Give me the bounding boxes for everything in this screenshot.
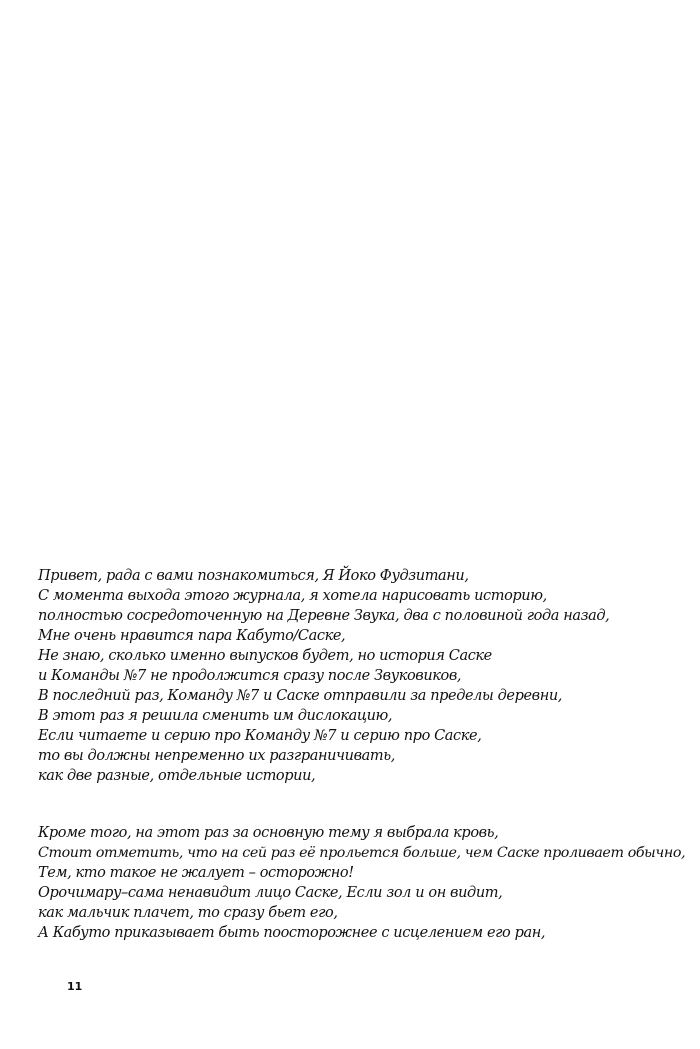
text-line: Если читаете и серию про Команду №7 и серию про Саске,	[38, 728, 482, 744]
text-line: Тем, кто такое не жалует – осторожно!	[38, 865, 354, 881]
text-line: и Команды №7 не продолжится сразу после Звуковиков,	[38, 668, 462, 684]
text-line: то вы должны непременно их разграничивать,	[38, 748, 395, 764]
text-line: В этот раз я решила сменить им дислокацию,	[38, 708, 393, 724]
text-line: А Кабуто приказывает быть поосторожнее с исцелением его ран,	[38, 925, 546, 941]
text-line: Мне очень нравится пара Кабуто/Саске,	[38, 628, 346, 644]
page-number: 11	[67, 980, 83, 993]
text-line: Не знаю, сколько именно выпусков будет, но история Саске	[38, 648, 492, 664]
text-line: С момента выхода этого журнала, я хотела нарисовать историю,	[38, 588, 547, 604]
author-note-paragraph-2	[38, 823, 693, 943]
text-line: как две разные, отдельные истории,	[38, 768, 316, 784]
text-line: Стоит отметить, что на сей раз её прольется больше, чем Саске проливает обычно,	[38, 845, 686, 861]
text-line: полностью сосредоточенную на Деревне Звука, два с половиной года назад,	[38, 608, 610, 624]
text-line: Привет, рада с вами познакомиться, Я Йоко Фудзитани,	[38, 568, 469, 584]
text-line: Кроме того, на этот раз за основную тему я выбрала кровь,	[38, 825, 499, 841]
text-line: как мальчик плачет, то сразу бьет его,	[38, 905, 338, 921]
text-line: Орочимару–сама ненавидит лицо Саске, Если зол и он видит,	[38, 885, 503, 901]
author-note-paragraph-1	[38, 566, 693, 786]
text-line: В последний раз, Команду №7 и Саске отправили за пределы деревни,	[38, 688, 563, 704]
